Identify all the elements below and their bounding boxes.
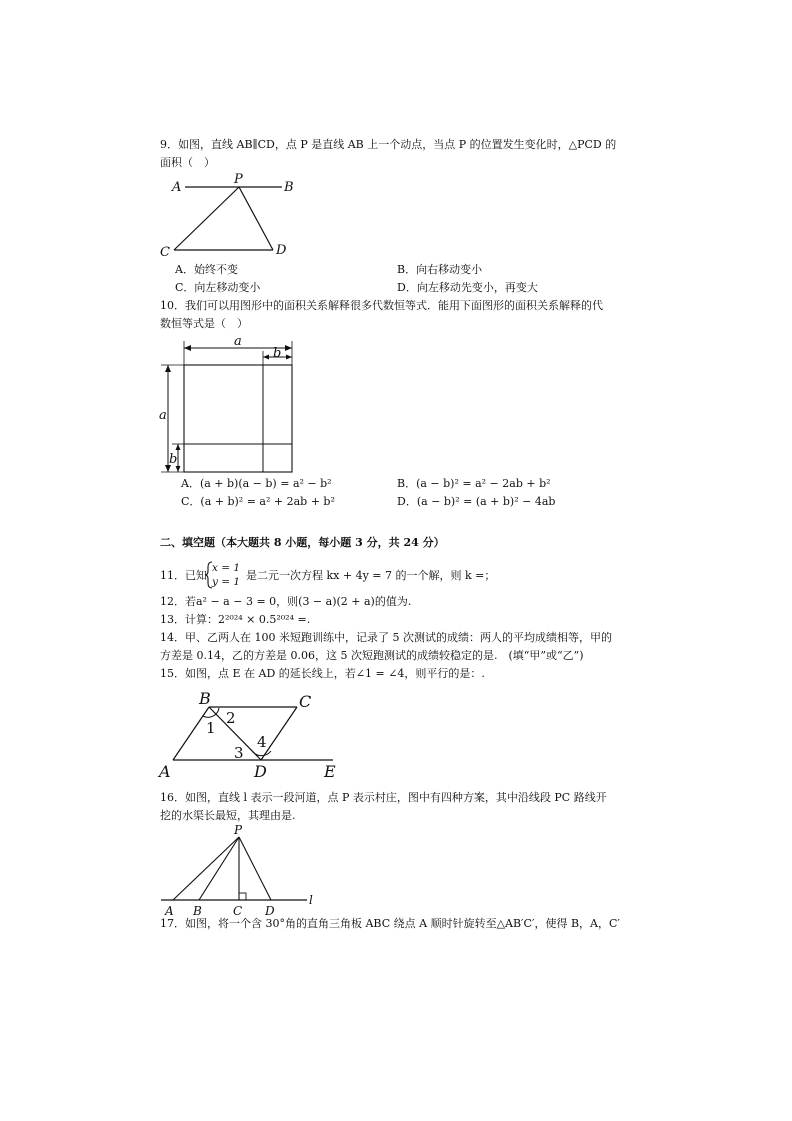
q15-label-a: A bbox=[159, 762, 171, 781]
section-2-title: 二、填空题（本大题共 8 小题，每小题 3 分，共 24 分） bbox=[160, 536, 445, 549]
q10-option-a: A．(a + b)(a − b) = a² − b² bbox=[181, 477, 332, 490]
q15-angle-1: 1 bbox=[206, 719, 216, 737]
q10-label-a-top: a bbox=[234, 334, 242, 349]
q9-option-d: D．向左移动先变小，再变大 bbox=[397, 281, 538, 294]
q16-line1: 16．如图，直线 l 表示一段河道，点 P 表示村庄，图中有四种方案，其中沿线段 PC 路线开 bbox=[160, 791, 607, 804]
q15-line1: 15．如图，点 E 在 AD 的延长线上，若∠1 = ∠4，则平行的是：. bbox=[160, 667, 485, 680]
q16-label-p: P bbox=[234, 823, 243, 837]
q12-text: 12．若a² − a − 3 = 0，则(3 − a)(2 + a)的值为. bbox=[160, 595, 412, 608]
q9-label-b: B bbox=[284, 180, 294, 195]
q16-figure bbox=[155, 823, 325, 918]
q9-label-p: P bbox=[234, 172, 243, 187]
q10-label-a-left: a bbox=[159, 408, 167, 423]
q15-label-c: C bbox=[299, 692, 312, 711]
q10-figure bbox=[155, 335, 305, 475]
q15-angle-2: 2 bbox=[226, 709, 236, 727]
q10-line2: 数恒等式是（ ） bbox=[160, 317, 248, 330]
q14-line2: 方差是 0.14，乙的方差是 0.06，这 5 次短跑测试的成绩较稳定的是. (填“甲”或“乙”) bbox=[160, 649, 584, 662]
q9-option-b: B．向右移动变小 bbox=[397, 263, 483, 276]
q13-text: 13．计算：2²⁰²⁴ × 0.5²⁰²⁴ =. bbox=[160, 613, 311, 626]
q9-label-a: A bbox=[172, 180, 182, 195]
q10-option-d: D．(a − b)² = (a + b)² − 4ab bbox=[397, 495, 556, 508]
q15-angle-3: 3 bbox=[234, 744, 244, 762]
q11-equation-1: x = 1 bbox=[212, 562, 241, 574]
q16-label-b: B bbox=[193, 904, 202, 918]
q9-line1: 9．如图，直线 AB∥CD，点 P 是直线 AB 上一个动点，当点 P 的位置发生变化时，△PCD 的 bbox=[160, 138, 617, 151]
q16-label-a: A bbox=[165, 904, 174, 918]
q15-label-d: D bbox=[254, 762, 267, 781]
q10-option-b: B．(a − b)² = a² − 2ab + b² bbox=[397, 477, 551, 490]
q11-equation-2: y = 1 bbox=[212, 576, 241, 588]
q15-angle-4: 4 bbox=[257, 733, 267, 751]
q9-option-c: C．向左移动变小 bbox=[175, 281, 261, 294]
q9-line2: 面积（ ） bbox=[160, 156, 215, 169]
q10-line1: 10．我们可以用图形中的面积关系解释很多代数恒等式．能用下面图形的面积关系解释的代 bbox=[160, 299, 603, 312]
q15-label-b: B bbox=[199, 689, 211, 708]
q16-label-l: l bbox=[309, 893, 313, 907]
q11-prefix: 11．已知 bbox=[160, 569, 207, 582]
q16-label-c: C bbox=[233, 904, 243, 918]
q9-label-d: D bbox=[276, 243, 287, 258]
q10-option-c: C．(a + b)² = a² + 2ab + b² bbox=[181, 495, 335, 508]
q9-label-c: C bbox=[160, 245, 170, 260]
q10-label-b-top: b bbox=[273, 346, 282, 361]
q16-line2: 挖的水渠长最短，其理由是. bbox=[160, 809, 296, 822]
q9-option-a: A．始终不变 bbox=[175, 263, 238, 276]
q17-line1: 17．如图，将一个含 30°角的直角三角板 ABC 绕点 A 顺时针旋转至△AB′C′，使得 B，A，C′ bbox=[160, 917, 620, 930]
q15-label-e: E bbox=[324, 762, 336, 781]
q16-label-d: D bbox=[265, 904, 275, 918]
q14-line1: 14．甲、乙两人在 100 米短跑训练中，记录了 5 次测试的成绩：两人的平均成绩相等，甲的 bbox=[160, 631, 612, 644]
q9-figure bbox=[160, 172, 300, 260]
q11-suffix: 是二元一次方程 kx + 4y = 7 的一个解，则 k =； bbox=[246, 569, 496, 582]
q15-figure bbox=[155, 688, 355, 783]
q10-label-b-left: b bbox=[169, 452, 178, 467]
